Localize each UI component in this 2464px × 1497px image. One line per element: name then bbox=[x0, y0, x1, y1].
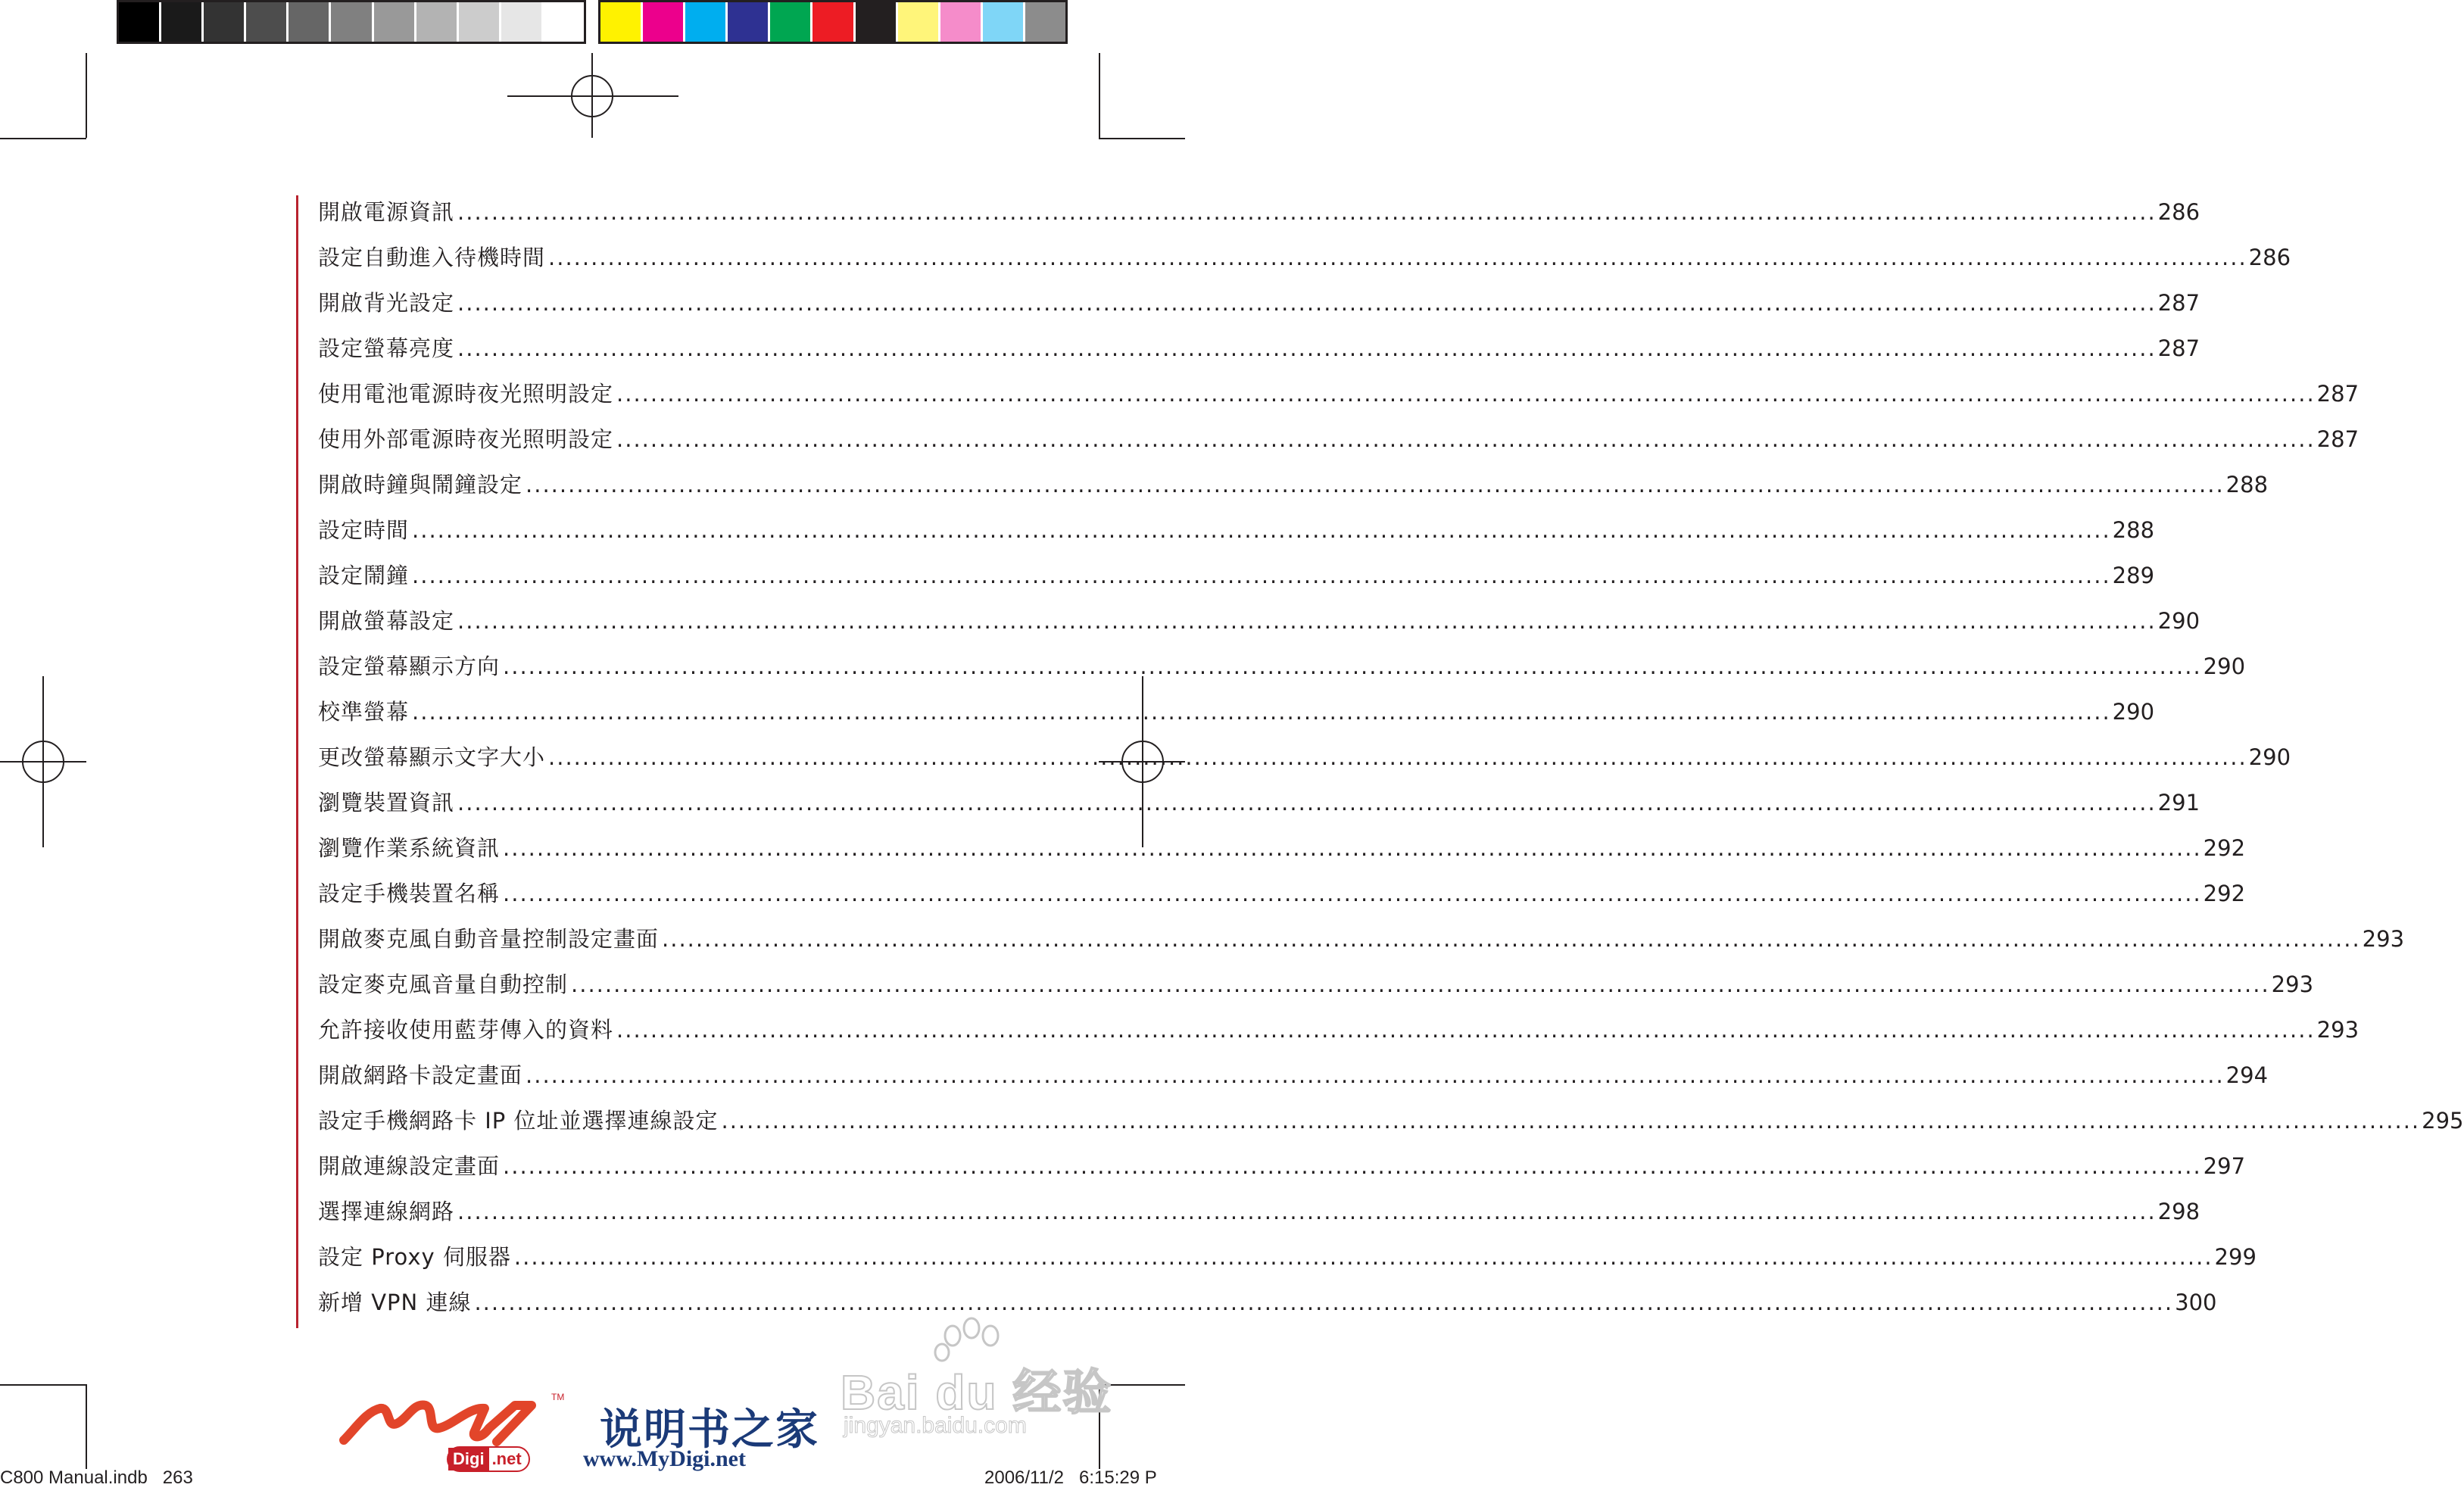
grayscale-swatch bbox=[459, 2, 501, 42]
mydigi-watermark bbox=[341, 1392, 841, 1483]
slug-file-info: C800 Manual.indb 263 bbox=[0, 1467, 193, 1488]
toc-entry bbox=[318, 1189, 2200, 1234]
toc-entry-page: 293 bbox=[2271, 971, 2314, 997]
top-right-crop-vertical bbox=[1099, 53, 1100, 138]
toc-entry-page: 289 bbox=[2112, 563, 2155, 588]
toc-entry bbox=[318, 689, 2155, 734]
toc-dot-leader: ........................................................................................................................................................................................................ bbox=[503, 653, 2202, 679]
toc-dot-leader: ........................................................................................................................................................................................................ bbox=[457, 290, 2157, 316]
toc-entry-title: 選擇連線網路 bbox=[318, 1199, 455, 1224]
process-swatch bbox=[940, 2, 983, 42]
toc-entry-page: 298 bbox=[2157, 1199, 2200, 1224]
toc-entry-page: 299 bbox=[2214, 1244, 2257, 1270]
toc-entry bbox=[318, 371, 2360, 416]
grayscale-swatch bbox=[416, 2, 459, 42]
toc-entry-title: 瀏覽裝置資訊 bbox=[318, 790, 455, 816]
toc-entry-page: 295 bbox=[2422, 1108, 2464, 1134]
toc-entry-page: 287 bbox=[2157, 335, 2200, 361]
toc-entry bbox=[318, 507, 2155, 553]
process-swatch bbox=[983, 2, 1025, 42]
toc-entry-page: 287 bbox=[2316, 381, 2360, 407]
toc-entry-title: 新增 VPN 連線 bbox=[318, 1290, 472, 1315]
toc-entry-page: 297 bbox=[2203, 1153, 2246, 1179]
toc-entry-title: 開啟螢幕設定 bbox=[318, 608, 455, 634]
toc-entry-page: 290 bbox=[2203, 653, 2246, 679]
toc-entry-page: 287 bbox=[2316, 426, 2360, 452]
toc-dot-leader: ........................................................................................................................................................................................................ bbox=[503, 881, 2202, 906]
toc-entry bbox=[318, 326, 2200, 371]
toc-entry-page: 286 bbox=[2157, 199, 2200, 225]
toc-dot-leader: ........................................................................................................................................................................................................ bbox=[721, 1108, 2421, 1134]
grayscale-swatch bbox=[544, 2, 584, 42]
toc-entry-page: 294 bbox=[2225, 1062, 2269, 1088]
toc-entry bbox=[318, 235, 2291, 280]
toc-entry-title: 設定麥克風音量自動控制 bbox=[318, 971, 569, 997]
toc-dot-leader: ........................................................................................................................................................................................................ bbox=[526, 472, 2225, 497]
mydigi-badge-digi: Digi bbox=[448, 1448, 489, 1470]
top-right-crop-horizontal bbox=[1099, 138, 1185, 139]
toc-dot-leader: ........................................................................................................................................................................................................ bbox=[616, 1017, 2316, 1043]
toc-entry-title: 使用電池電源時夜光照明設定 bbox=[318, 381, 614, 407]
toc-entry-title: 設定鬧鐘 bbox=[318, 563, 410, 588]
toc-entry bbox=[318, 462, 2269, 507]
toc-entry-page: 290 bbox=[2112, 699, 2155, 725]
toc-dot-leader: ........................................................................................................................................................................................................ bbox=[457, 608, 2157, 634]
toc-dot-leader: ........................................................................................................................................................................................................ bbox=[457, 790, 2157, 816]
toc-entry bbox=[318, 962, 2314, 1007]
process-swatch bbox=[770, 2, 812, 42]
grayscale-swatch bbox=[331, 2, 373, 42]
process-swatch bbox=[600, 2, 643, 42]
toc-entry bbox=[318, 598, 2200, 644]
table-of-contents bbox=[318, 189, 2464, 1325]
toc-entry-title: 設定手機網路卡 IP 位址並選擇連線設定 bbox=[318, 1108, 719, 1134]
toc-side-rule bbox=[296, 195, 298, 1328]
mydigi-trademark: TM bbox=[551, 1392, 565, 1402]
baidu-url: jingyan.baidu.com bbox=[844, 1413, 1027, 1438]
left-reg-mark-circle bbox=[22, 741, 64, 783]
toc-entry-title: 開啟時鐘與鬧鐘設定 bbox=[318, 472, 523, 497]
toc-entry bbox=[318, 644, 2246, 689]
process-swatch bbox=[856, 2, 898, 42]
grayscale-swatch bbox=[119, 2, 161, 42]
toc-entry-title: 設定螢幕亮度 bbox=[318, 335, 455, 361]
toc-entry bbox=[318, 871, 2246, 916]
toc-entry bbox=[318, 734, 2291, 780]
toc-dot-leader: ........................................................................................................................................................................................................ bbox=[503, 1153, 2202, 1179]
toc-entry bbox=[318, 280, 2200, 326]
grayscale-swatch bbox=[246, 2, 289, 42]
process-color-bar bbox=[598, 0, 1068, 44]
toc-entry-page: 290 bbox=[2248, 744, 2291, 770]
toc-entry-page: 293 bbox=[2362, 926, 2405, 952]
toc-entry bbox=[318, 553, 2155, 598]
toc-entry-title: 允許接收使用藍芽傳入的資料 bbox=[318, 1017, 614, 1043]
toc-entry bbox=[318, 1143, 2246, 1189]
toc-entry-page: 286 bbox=[2248, 245, 2291, 270]
toc-dot-leader: ........................................................................................................................................................................................................ bbox=[503, 835, 2202, 861]
top-reg-mark-circle bbox=[571, 75, 613, 117]
toc-entry-title: 設定時間 bbox=[318, 517, 410, 543]
baidu-logo-text: Bai du 经验 bbox=[841, 1365, 1113, 1420]
toc-entry-page: 290 bbox=[2157, 608, 2200, 634]
mydigi-site-title: 说明书之家 bbox=[600, 1405, 819, 1455]
toc-entry bbox=[318, 1053, 2269, 1098]
top-left-crop-horizontal bbox=[0, 138, 86, 139]
process-swatch bbox=[685, 2, 728, 42]
toc-dot-leader: ........................................................................................................................................................................................................ bbox=[548, 245, 2247, 270]
process-swatch bbox=[1025, 2, 1065, 42]
toc-entry bbox=[318, 780, 2200, 825]
slug-date-info: 2006/11/2 6:15:29 P bbox=[984, 1467, 1157, 1488]
toc-entry bbox=[318, 1007, 2360, 1053]
toc-dot-leader: ........................................................................................................................................................................................................ bbox=[548, 744, 2247, 770]
toc-entry-title: 更改螢幕顯示文字大小 bbox=[318, 744, 546, 770]
baidu-jingyan-watermark bbox=[841, 1318, 1113, 1439]
bottom-left-crop-vertical bbox=[86, 1384, 87, 1469]
mydigi-badge bbox=[447, 1446, 530, 1472]
process-swatch bbox=[898, 2, 940, 42]
mydigi-badge-net: .net bbox=[491, 1449, 522, 1468]
toc-dot-leader: ........................................................................................................................................................................................................ bbox=[474, 1290, 2174, 1315]
toc-entry-title: 設定螢幕顯示方向 bbox=[318, 653, 501, 679]
toc-entry bbox=[318, 1234, 2257, 1280]
toc-entry-page: 293 bbox=[2316, 1017, 2360, 1043]
toc-entry-page: 292 bbox=[2203, 881, 2246, 906]
toc-entry-page: 288 bbox=[2225, 472, 2269, 497]
toc-entry bbox=[318, 825, 2246, 871]
toc-entry-page: 287 bbox=[2157, 290, 2200, 316]
toc-entry-title: 設定 Proxy 伺服器 bbox=[318, 1244, 511, 1270]
toc-entry-title: 瀏覽作業系統資訊 bbox=[318, 835, 501, 861]
grayscale-swatch bbox=[204, 2, 246, 42]
toc-dot-leader: ........................................................................................................................................................................................................ bbox=[616, 381, 2316, 407]
toc-dot-leader: ........................................................................................................................................................................................................ bbox=[457, 199, 2157, 225]
toc-dot-leader: ........................................................................................................................................................................................................ bbox=[662, 926, 2361, 952]
toc-dot-leader: ........................................................................................................................................................................................................ bbox=[616, 426, 2316, 452]
toc-dot-leader: ........................................................................................................................................................................................................ bbox=[526, 1062, 2225, 1088]
toc-entry-title: 開啟連線設定畫面 bbox=[318, 1153, 501, 1179]
process-swatch bbox=[728, 2, 770, 42]
toc-dot-leader: ........................................................................................................................................................................................................ bbox=[571, 971, 2270, 997]
toc-dot-leader: ........................................................................................................................................................................................................ bbox=[412, 699, 2111, 725]
grayscale-swatch bbox=[289, 2, 331, 42]
toc-dot-leader: ........................................................................................................................................................................................................ bbox=[513, 1244, 2213, 1270]
toc-entry-title: 開啟網路卡設定畫面 bbox=[318, 1062, 523, 1088]
bottom-left-crop-horizontal bbox=[0, 1384, 86, 1386]
toc-dot-leader: ........................................................................................................................................................................................................ bbox=[457, 1199, 2157, 1224]
toc-dot-leader: ........................................................................................................................................................................................................ bbox=[412, 563, 2111, 588]
grayscale-color-bar bbox=[117, 0, 586, 44]
toc-entry-page: 300 bbox=[2175, 1290, 2217, 1315]
toc-entry-page: 288 bbox=[2112, 517, 2155, 543]
toc-entry bbox=[318, 416, 2360, 462]
process-swatch bbox=[643, 2, 685, 42]
top-left-crop-vertical bbox=[86, 53, 87, 138]
toc-entry-title: 設定手機裝置名稱 bbox=[318, 881, 501, 906]
process-swatch bbox=[812, 2, 855, 42]
toc-entry bbox=[318, 916, 2405, 962]
toc-entry-page: 291 bbox=[2157, 790, 2200, 816]
mydigi-my-logo bbox=[341, 1398, 568, 1443]
grayscale-swatch bbox=[161, 2, 204, 42]
toc-entry-title: 開啟背光設定 bbox=[318, 290, 455, 316]
toc-entry bbox=[318, 189, 2200, 235]
grayscale-swatch bbox=[501, 2, 544, 42]
mydigi-site-url: www.MyDigi.net bbox=[583, 1446, 746, 1471]
toc-dot-leader: ........................................................................................................................................................................................................ bbox=[412, 517, 2111, 543]
toc-entry-title: 校準螢幕 bbox=[318, 699, 410, 725]
toc-entry bbox=[318, 1098, 2464, 1143]
toc-entry-title: 使用外部電源時夜光照明設定 bbox=[318, 426, 614, 452]
toc-dot-leader: ........................................................................................................................................................................................................ bbox=[457, 335, 2157, 361]
toc-entry-page: 292 bbox=[2203, 835, 2246, 861]
grayscale-swatch bbox=[374, 2, 416, 42]
toc-entry-title: 開啟麥克風自動音量控制設定畫面 bbox=[318, 926, 660, 952]
toc-entry-title: 開啟電源資訊 bbox=[318, 199, 455, 225]
toc-entry-title: 設定自動進入待機時間 bbox=[318, 245, 546, 270]
